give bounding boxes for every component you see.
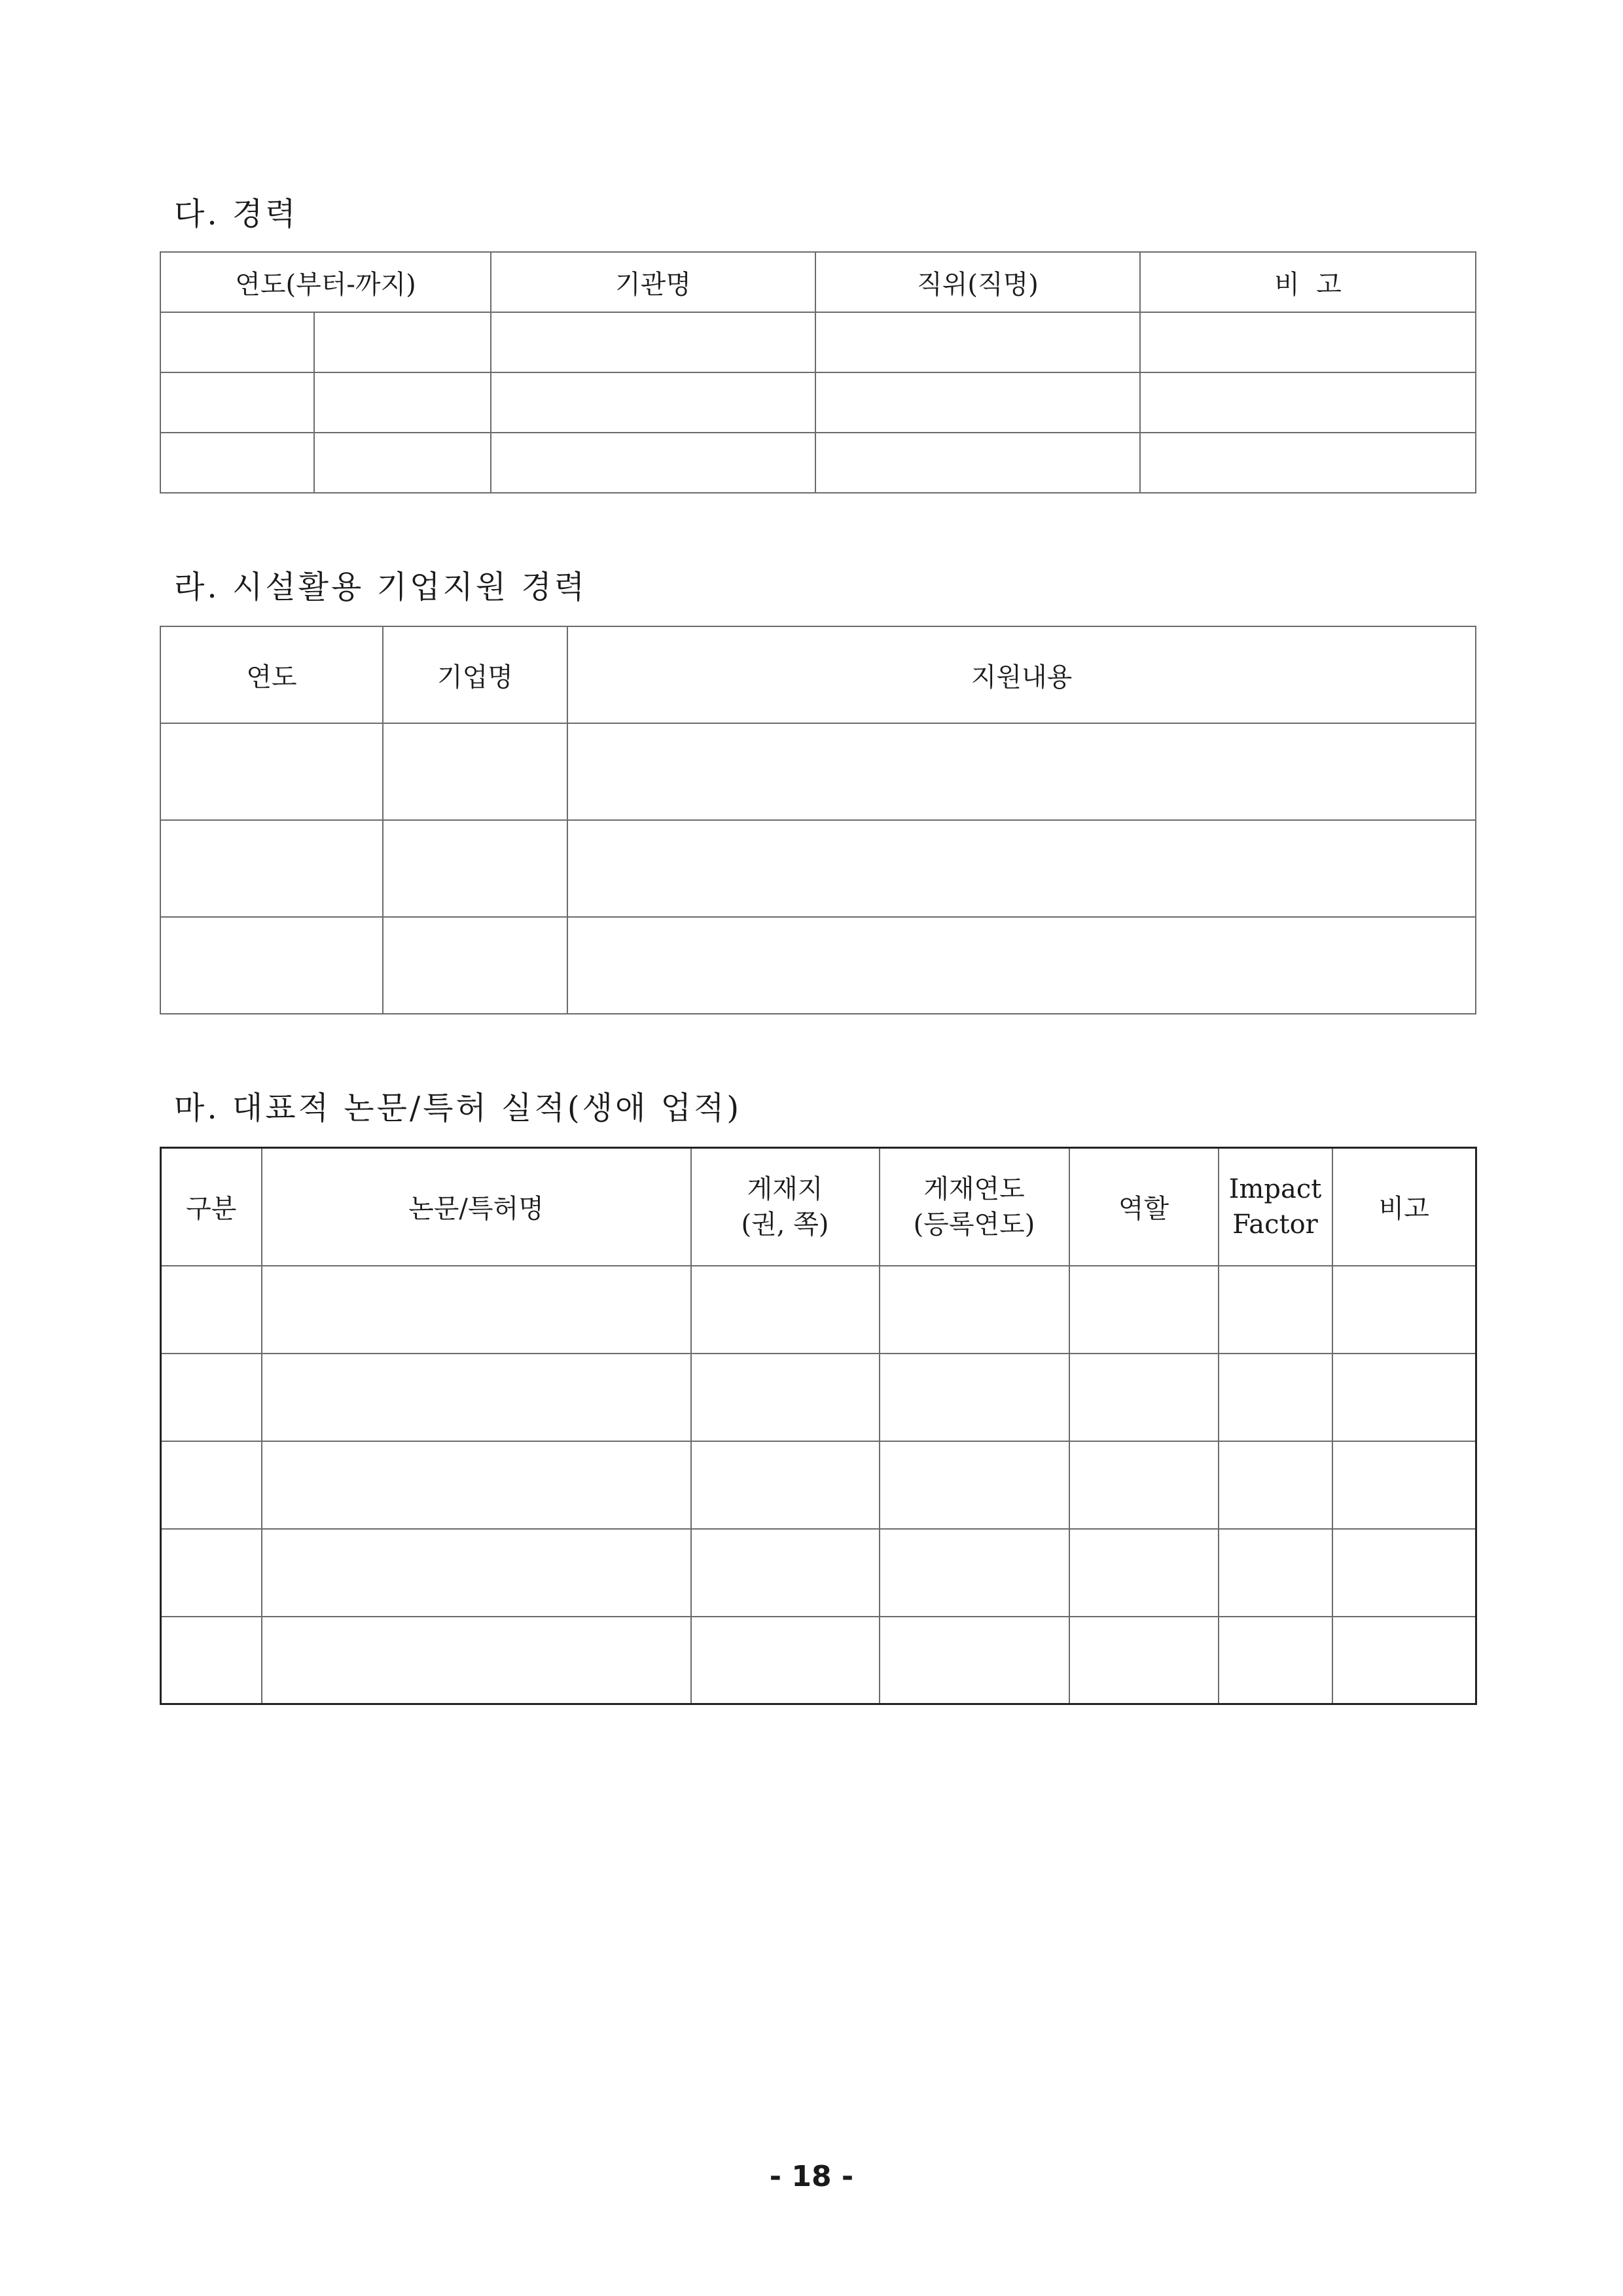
table-row <box>160 312 1476 372</box>
cell-from[interactable] <box>160 372 314 433</box>
journal-label: 게재지 <box>747 1174 823 1204</box>
cell-journal[interactable] <box>691 1617 880 1704</box>
table-row <box>161 1354 1476 1441</box>
impact-label: Impact <box>1228 1174 1322 1204</box>
cell-title[interactable] <box>262 1266 691 1354</box>
cell-category[interactable] <box>161 1266 262 1354</box>
col-header-impact-factor <box>1219 1148 1332 1266</box>
cell-support-content[interactable] <box>567 820 1476 917</box>
col-header-support-content: 지원내용 <box>567 626 1476 723</box>
cell-to[interactable] <box>314 372 491 433</box>
cell-publish-year[interactable] <box>880 1529 1069 1617</box>
journal-sublabel: (권, 쪽) <box>741 1209 829 1240</box>
table-row <box>161 1617 1476 1704</box>
papers-table <box>160 1147 1477 1705</box>
cell-position[interactable] <box>815 312 1140 372</box>
cell-from[interactable] <box>160 312 314 372</box>
cell-role[interactable] <box>1069 1617 1219 1704</box>
cell-impact-factor[interactable] <box>1219 1441 1332 1529</box>
cell-journal[interactable] <box>691 1354 880 1441</box>
cell-impact-factor[interactable] <box>1219 1617 1332 1704</box>
cell-support-content[interactable] <box>567 917 1476 1014</box>
cell-remarks[interactable] <box>1140 312 1476 372</box>
cell-category[interactable] <box>161 1354 262 1441</box>
col-header-category: 구분 <box>161 1148 262 1266</box>
cell-position[interactable] <box>815 372 1140 433</box>
cell-impact-factor[interactable] <box>1219 1354 1332 1441</box>
table-row <box>160 820 1476 917</box>
publish-year-sublabel: (등록연도) <box>913 1209 1035 1240</box>
cell-role[interactable] <box>1069 1354 1219 1441</box>
cell-note[interactable] <box>1332 1529 1476 1617</box>
cell-publish-year[interactable] <box>880 1354 1069 1441</box>
cell-publish-year[interactable] <box>880 1441 1069 1529</box>
cell-note[interactable] <box>1332 1441 1476 1529</box>
table-row <box>160 917 1476 1014</box>
table-header-row <box>160 626 1476 723</box>
cell-category[interactable] <box>161 1441 262 1529</box>
cell-title[interactable] <box>262 1617 691 1704</box>
col-header-year: 연도 <box>160 626 383 723</box>
section-title-support: 라. 시설활용 기업지원 경력 <box>174 569 588 605</box>
table-header-row <box>161 1148 1476 1266</box>
career-table <box>160 251 1476 493</box>
cell-company[interactable] <box>383 820 567 917</box>
cell-institution[interactable] <box>491 372 815 433</box>
col-header-company: 기업명 <box>383 626 567 723</box>
table-row <box>161 1529 1476 1617</box>
cell-to[interactable] <box>314 433 491 493</box>
table-row <box>161 1441 1476 1529</box>
cell-impact-factor[interactable] <box>1219 1266 1332 1354</box>
support-table <box>160 626 1476 1014</box>
cell-company[interactable] <box>383 917 567 1014</box>
cell-institution[interactable] <box>491 433 815 493</box>
col-header-position: 직위(직명) <box>815 252 1140 312</box>
table-row <box>160 372 1476 433</box>
cell-journal[interactable] <box>691 1441 880 1529</box>
col-header-period: 연도(부터-까지) <box>160 252 491 312</box>
col-header-journal <box>691 1148 880 1266</box>
cell-year[interactable] <box>160 917 383 1014</box>
table-row <box>161 1266 1476 1354</box>
cell-publish-year[interactable] <box>880 1617 1069 1704</box>
page-number: - 18 - <box>769 2160 854 2193</box>
col-header-role: 역할 <box>1069 1148 1219 1266</box>
cell-role[interactable] <box>1069 1441 1219 1529</box>
cell-remarks[interactable] <box>1140 372 1476 433</box>
cell-impact-factor[interactable] <box>1219 1529 1332 1617</box>
cell-year[interactable] <box>160 820 383 917</box>
factor-label: Factor <box>1232 1209 1318 1240</box>
cell-remarks[interactable] <box>1140 433 1476 493</box>
cell-category[interactable] <box>161 1617 262 1704</box>
cell-from[interactable] <box>160 433 314 493</box>
cell-journal[interactable] <box>691 1529 880 1617</box>
cell-to[interactable] <box>314 312 491 372</box>
col-header-note: 비고 <box>1332 1148 1476 1266</box>
col-header-title: 논문/특허명 <box>262 1148 691 1266</box>
col-header-remarks: 비 고 <box>1140 252 1476 312</box>
cell-title[interactable] <box>262 1354 691 1441</box>
cell-title[interactable] <box>262 1441 691 1529</box>
cell-company[interactable] <box>383 723 567 820</box>
table-header-row <box>160 252 1476 312</box>
section-title-papers: 마. 대표적 논문/특허 실적(생애 업적) <box>174 1090 742 1126</box>
table-row <box>160 723 1476 820</box>
publish-year-label: 게재연도 <box>923 1174 1025 1204</box>
cell-category[interactable] <box>161 1529 262 1617</box>
cell-position[interactable] <box>815 433 1140 493</box>
cell-institution[interactable] <box>491 312 815 372</box>
cell-note[interactable] <box>1332 1266 1476 1354</box>
col-header-institution: 기관명 <box>491 252 815 312</box>
cell-role[interactable] <box>1069 1266 1219 1354</box>
table-row <box>160 433 1476 493</box>
cell-note[interactable] <box>1332 1617 1476 1704</box>
cell-journal[interactable] <box>691 1266 880 1354</box>
cell-support-content[interactable] <box>567 723 1476 820</box>
col-header-publish-year <box>880 1148 1069 1266</box>
section-title-career: 다. 경력 <box>174 196 298 232</box>
cell-year[interactable] <box>160 723 383 820</box>
cell-title[interactable] <box>262 1529 691 1617</box>
cell-publish-year[interactable] <box>880 1266 1069 1354</box>
cell-role[interactable] <box>1069 1529 1219 1617</box>
cell-note[interactable] <box>1332 1354 1476 1441</box>
